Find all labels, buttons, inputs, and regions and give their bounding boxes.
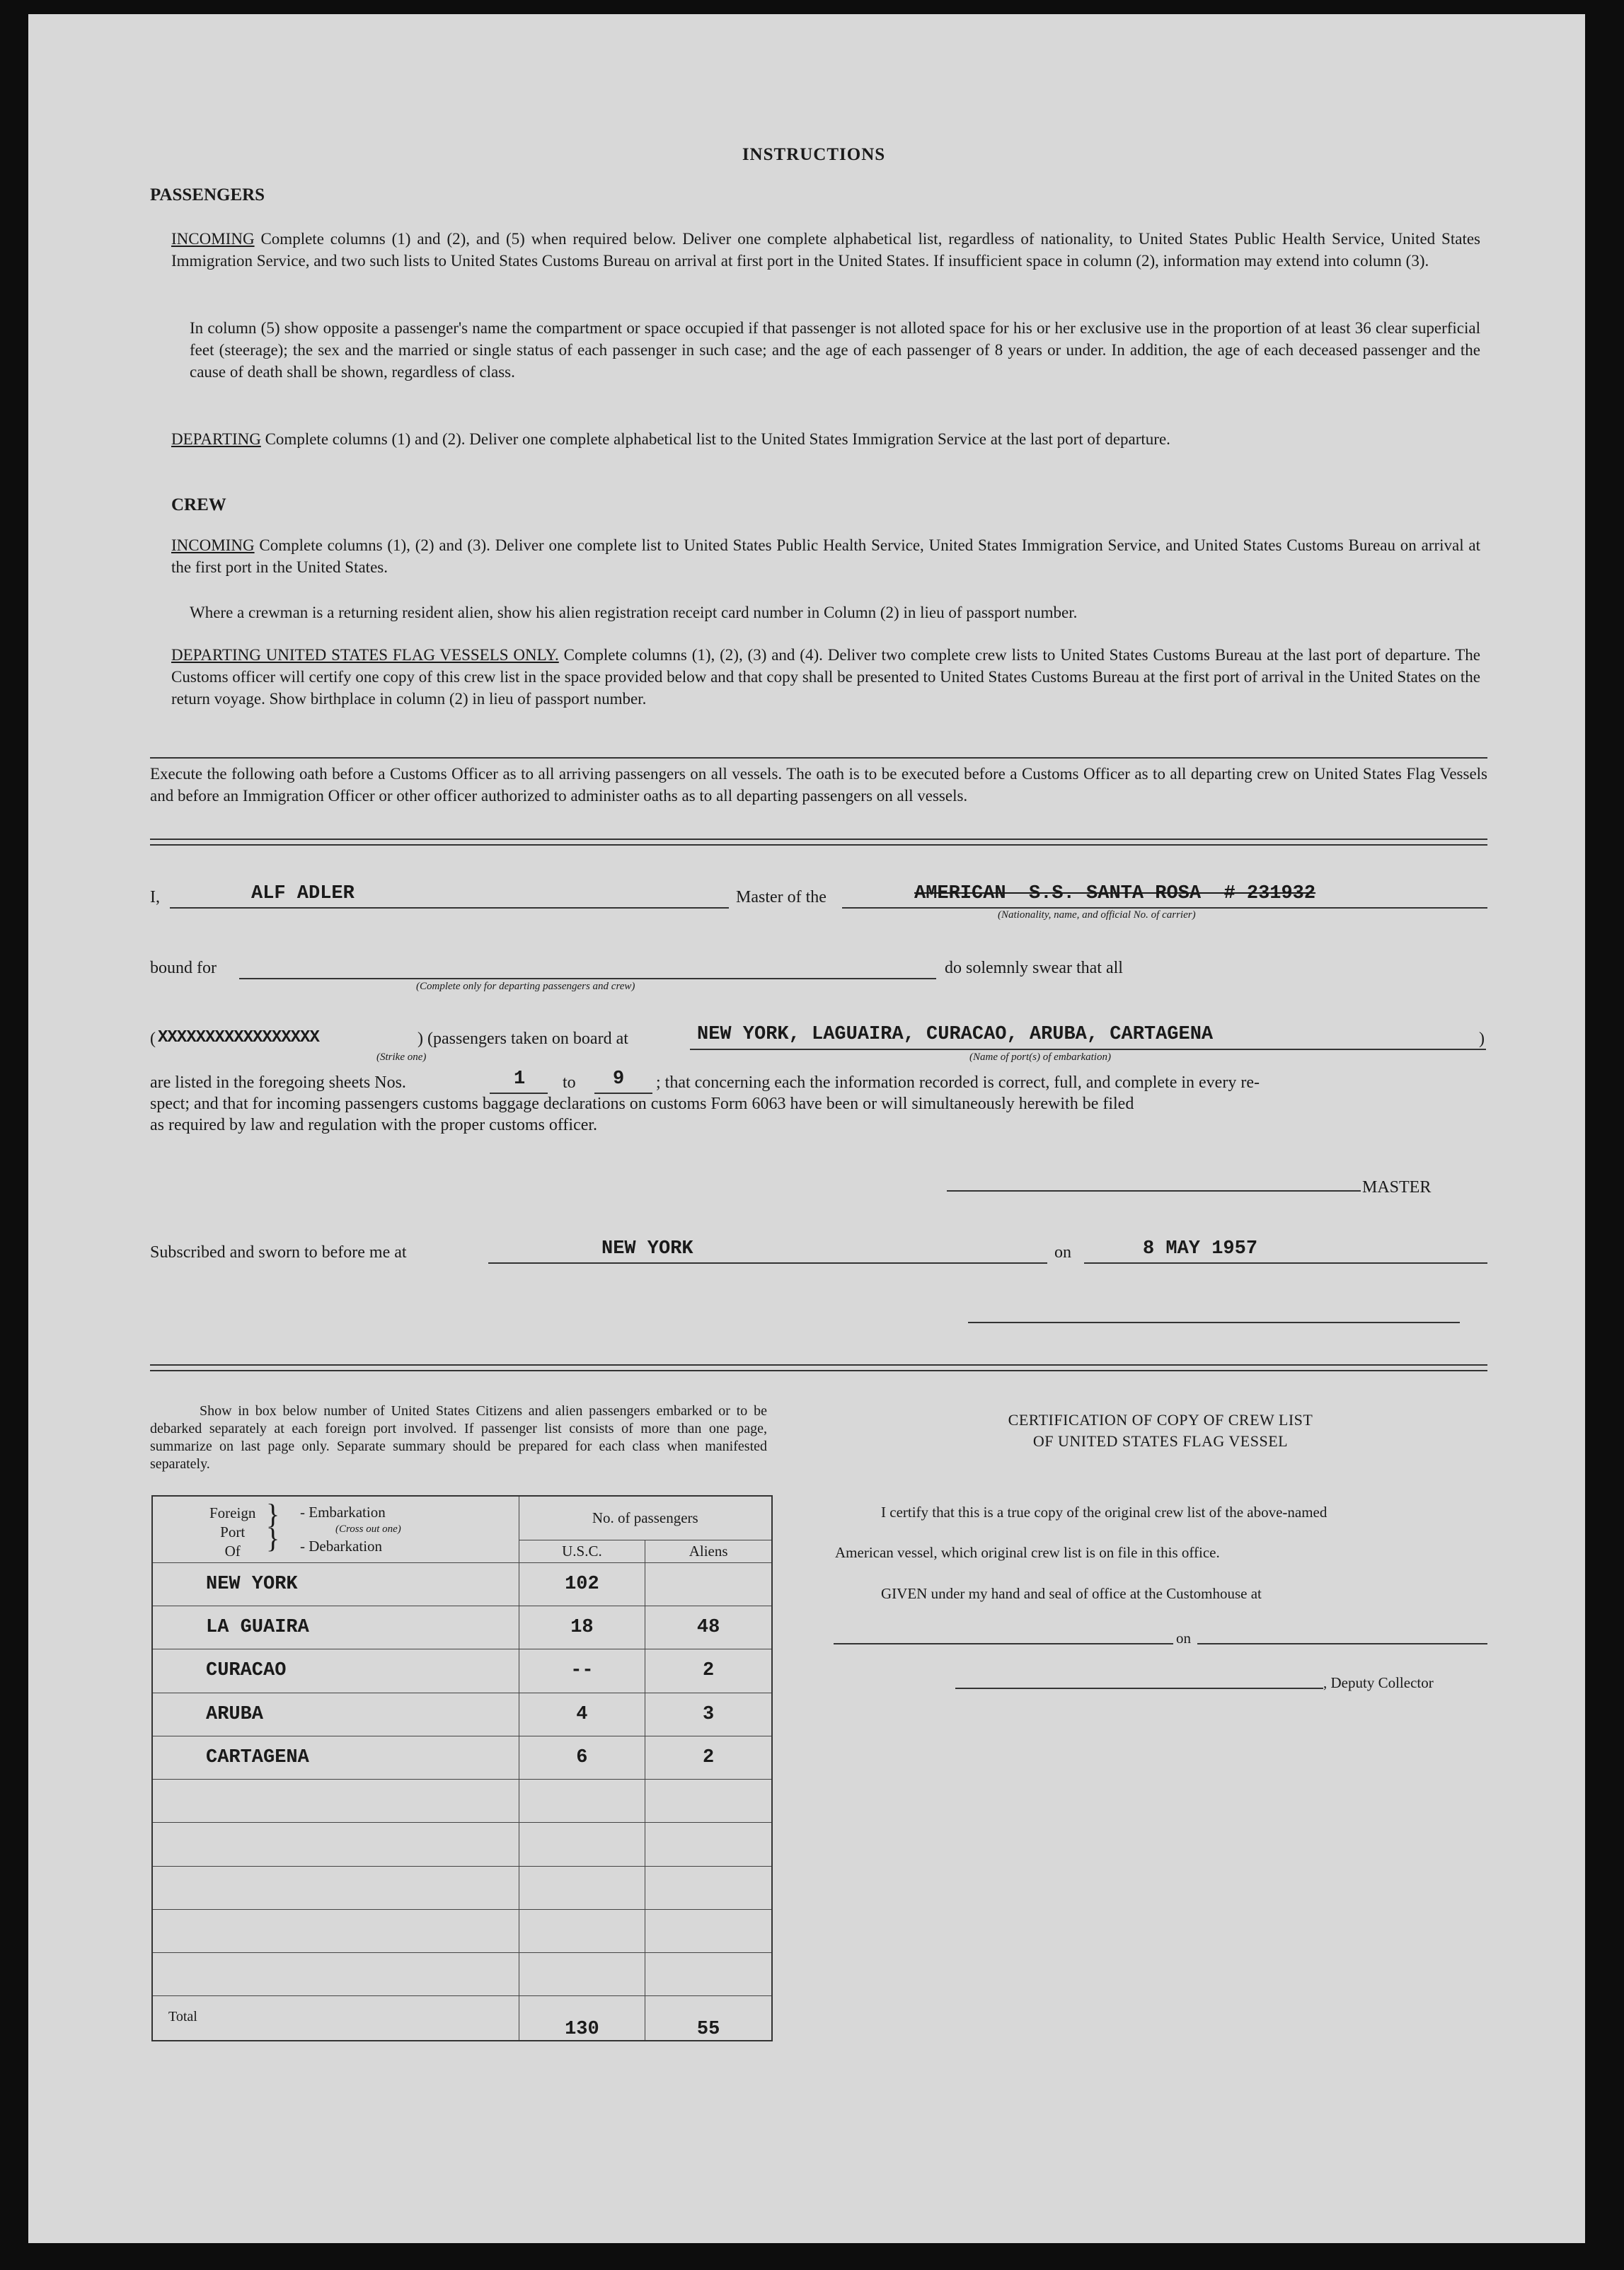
passengers-incoming-text: Complete columns (1) and (2), and (5) when required below. Deliver one complete alphabetical list, regardless of nationality, to United States Public Health Service, United States Immigration Service, and two such lists to United States Customs Bureau on arrival at first port in the United States. If insufficient space in column (2), information may extend into column (3).	[171, 230, 1481, 270]
row-port: LA GUAIRA	[152, 1606, 519, 1649]
struck-crew-text: XXXXXXXXXXXXXXXXX	[158, 1028, 319, 1047]
table-row	[152, 1693, 772, 1736]
sworn-on-label: on	[1054, 1243, 1071, 1262]
given-text: GIVEN under my hand and seal of office at the Customhouse at	[881, 1585, 1262, 1602]
table-row-empty	[152, 1866, 772, 1909]
port-header-cell	[152, 1496, 519, 1562]
master-signature-line	[947, 1190, 1361, 1192]
row-usc: --	[519, 1649, 645, 1693]
crew-incoming-label: INCOMING	[171, 536, 255, 554]
listed-rest-3: as required by law and regulation with the proper customs officer.	[150, 1116, 598, 1134]
document-page	[28, 14, 1585, 2243]
total-row	[152, 1996, 772, 2041]
listed-rest-1: ; that concerning each the information recorded is correct, full, and complete in every re-	[656, 1073, 1260, 1092]
row-port: CARTAGENA	[152, 1736, 519, 1779]
certification-title-2: OF UNITED STATES FLAG VESSEL	[1032, 1432, 1289, 1450]
table-row-empty	[152, 1823, 772, 1866]
bound-for-label: bound for	[150, 959, 217, 977]
total-usc: 130	[519, 1996, 645, 2041]
table-row	[152, 1562, 772, 1606]
vessel-line	[842, 907, 1487, 909]
row-port: NEW YORK	[152, 1562, 519, 1606]
master-of-label: Master of the	[736, 888, 827, 906]
brace-icon: } }	[266, 1498, 280, 1554]
total-label: Total	[152, 1996, 519, 2041]
certification-title	[835, 1410, 1486, 1452]
sworn-date-line	[1084, 1262, 1487, 1264]
table-row	[152, 1649, 772, 1693]
row-usc: 4	[519, 1693, 645, 1736]
table-row	[152, 1606, 772, 1649]
passenger-summary-table	[151, 1495, 773, 2041]
bound-for-caption: (Complete only for departing passengers and crew)	[416, 981, 635, 992]
to-label: to	[563, 1073, 576, 1092]
open-paren: (	[150, 1030, 156, 1048]
ports-value: NEW YORK, LAGUAIRA, CURACAO, ARUBA, CARTAGENA	[697, 1024, 1214, 1045]
table-row-empty	[152, 1909, 772, 1952]
row-usc: 18	[519, 1606, 645, 1649]
deputy-label: , Deputy Collector	[1323, 1674, 1434, 1691]
master-name-line	[170, 907, 729, 909]
crew-incoming-paragraph	[171, 534, 1480, 578]
header-usc: U.S.C.	[519, 1540, 645, 1562]
crew-departing-text: Complete columns (1), (2), (3) and (4). Deliver two complete crew lists to United States Customs Bureau at the last port of departure. The Customs officer will certify one copy of this crew list in the space provided below and that copy shall be presented to United States Customs Bureau at the first port of arrival in the United States on the return voyage. Show birthplace in column (2) in lieu of passport number.	[171, 646, 1481, 708]
officer-signature-line	[968, 1322, 1460, 1323]
certification-text-1: I certify that this is a true copy of the original crew list of the above-named	[881, 1504, 1328, 1521]
bound-for-line	[239, 978, 936, 979]
strike-caption: (Strike one)	[376, 1052, 427, 1063]
header-embarkation: - Embarkation	[300, 1504, 386, 1521]
row-aliens: 2	[645, 1649, 772, 1693]
table-row	[152, 1736, 772, 1779]
header-cross-out: (Cross out one)	[335, 1523, 401, 1535]
row-aliens: 3	[645, 1693, 772, 1736]
double-divider-2	[150, 1364, 1487, 1371]
passengers-incoming-label: INCOMING	[171, 230, 255, 248]
row-port: ARUBA	[152, 1693, 519, 1736]
passengers-departing-paragraph	[171, 428, 1480, 450]
certification-text-2: American vessel, which original crew list is on file in this office.	[835, 1544, 1220, 1561]
row-usc: 102	[519, 1562, 645, 1606]
vessel-value: AMERICAN S.S. SANTA ROSA # 231932	[914, 883, 1316, 904]
passengers-departing-label: DEPARTING	[171, 430, 261, 448]
sworn-place: NEW YORK	[601, 1238, 693, 1260]
crew-heading: CREW	[171, 495, 226, 514]
vessel-caption: (Nationality, name, and official No. of carrier)	[998, 909, 1196, 921]
sheet-from-line	[490, 1093, 548, 1094]
listed-label: are listed in the foregoing sheets Nos.	[150, 1073, 406, 1092]
passengers-heading: PASSENGERS	[150, 185, 265, 204]
passengers-column5-paragraph: In column (5) show opposite a passenger's name the compartment or space occupied if that passenger is not alloted space for his or her exclusive use in the proportion of at least 36 clear superficial feet (steerage); the sex and the married or single status of each passenger in such case; and the age of each passenger of 8 years or under. In addition, the age of each deceased passenger and the cause of death shall be shown, regardless of class.	[190, 319, 1480, 381]
divider	[150, 757, 1487, 759]
certification-title-1: CERTIFICATION OF COPY OF CREW LIST	[1008, 1411, 1313, 1429]
table-row-empty	[152, 1952, 772, 1995]
close-paren: )	[1479, 1030, 1485, 1048]
deputy-signature-line	[955, 1688, 1323, 1689]
crew-resident-paragraph: Where a crewman is a returning resident alien, show his alien registration receipt card number in Column (2) in lieu of passport number.	[190, 604, 1078, 621]
sworn-place-line	[488, 1262, 1047, 1264]
header-foreign: Foreign	[209, 1504, 256, 1521]
crew-incoming-text: Complete columns (1), (2) and (3). Deliver one complete list to United States Public Health Service, United States Immigration Service, and United States Customs Bureau on arrival at the first port in the United States.	[171, 536, 1481, 576]
row-usc: 6	[519, 1736, 645, 1779]
row-port: CURACAO	[152, 1649, 519, 1693]
row-aliens	[645, 1562, 772, 1606]
ports-line	[690, 1049, 1486, 1050]
header-debarkation: - Debarkation	[300, 1538, 383, 1555]
double-divider	[150, 839, 1487, 846]
passengers-incoming-paragraph	[171, 228, 1480, 272]
listed-rest-2: spect; and that for incoming passengers customs baggage declarations on customs Form 6063 have been or will simultaneously herewith be filed	[150, 1095, 1134, 1113]
sheet-to-line	[594, 1093, 652, 1094]
certification-on-label: on	[1176, 1630, 1191, 1647]
master-label: MASTER	[1362, 1178, 1432, 1197]
ports-caption: (Name of port(s) of embarkation)	[969, 1052, 1111, 1063]
summary-instruction: Show in box below number of United States Citizens and alien passengers embarked or to be debarked separately at each foreign port involved. If passenger list consists of more than one page, summarize on last page only. Separate summary should be prepared for each class when manifested separately.	[150, 1403, 767, 1472]
crew-departing-paragraph	[171, 644, 1480, 710]
certification-date-line	[1197, 1643, 1487, 1644]
header-aliens: Aliens	[645, 1540, 772, 1562]
sworn-date: 8 MAY 1957	[1143, 1238, 1258, 1260]
header-of: Of	[224, 1543, 241, 1560]
sheet-from: 1	[514, 1068, 526, 1090]
header-no-passengers: No. of passengers	[519, 1496, 772, 1540]
row-aliens: 48	[645, 1606, 772, 1649]
oath-i-label: I,	[150, 888, 160, 906]
master-name: ALF ADLER	[251, 883, 355, 904]
customhouse-line	[834, 1643, 1173, 1644]
subscribed-label: Subscribed and sworn to before me at	[150, 1243, 407, 1262]
table-row-empty	[152, 1780, 772, 1823]
row-aliens: 2	[645, 1736, 772, 1779]
header-port: Port	[220, 1523, 246, 1540]
swear-label: do solemnly swear that all	[945, 959, 1123, 977]
oath-instruction: Execute the following oath before a Customs Officer as to all arriving passengers on all vessels. The oath is to be executed before a Customs Officer as to all departing crew on United States Flag Vessels and before an Immigration Officer or other officer authorized to administer oaths as to all departing passengers on all vessels.	[150, 765, 1487, 805]
passengers-departing-text: Complete columns (1) and (2). Deliver one complete alphabetical list to the United States Immigration Service at the last port of departure.	[265, 430, 1170, 448]
sheet-to: 9	[613, 1068, 625, 1090]
passengers-taken-label: ) (passengers taken on board at	[417, 1030, 628, 1048]
total-aliens: 55	[645, 1996, 772, 2041]
instructions-title: INSTRUCTIONS	[742, 145, 886, 164]
crew-departing-label: DEPARTING UNITED STATES FLAG VESSELS ONLY.	[171, 646, 559, 664]
